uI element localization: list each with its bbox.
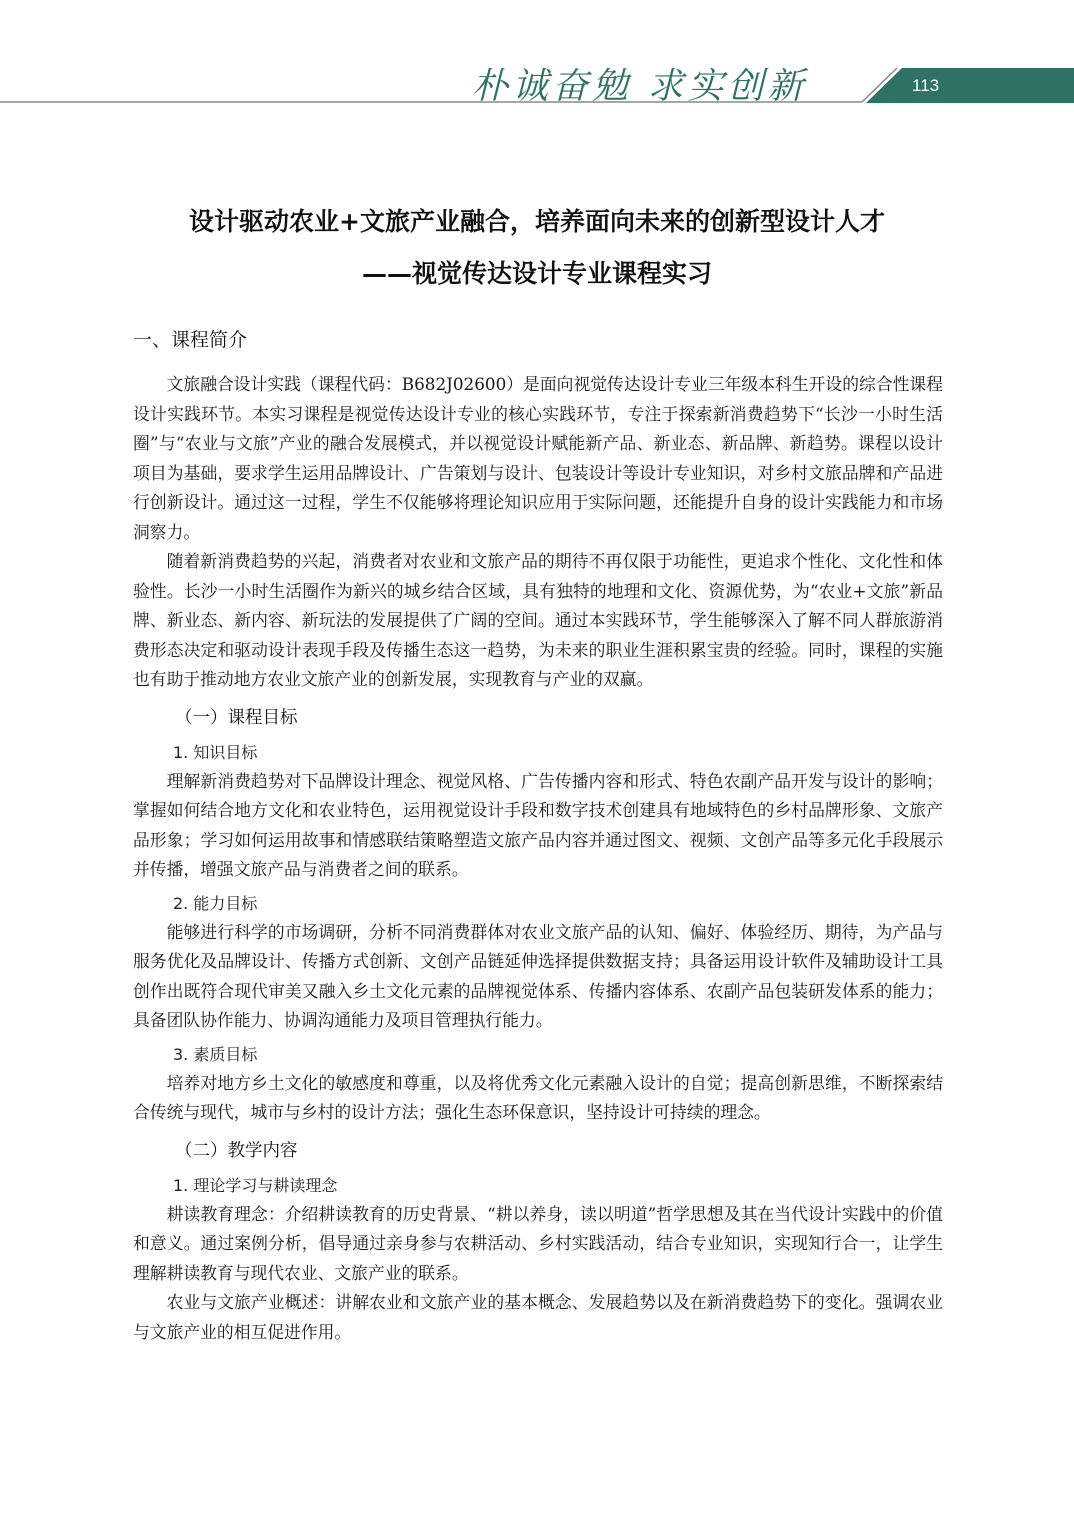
page-header bbox=[0, 0, 1074, 110]
paragraph: 农业与文旅产业概述：讲解农业和文旅产业的基本概念、发展趋势以及在新消费趋势下的变化。强调农业与文旅产业的相互促进作用。 bbox=[133, 1292, 943, 1342]
title-main: 设计驱动农业+文旅产业融合，培养面向未来的创新型设计人才 bbox=[189, 207, 885, 236]
header-motto: 朴诚奋勉 求实创新 bbox=[472, 66, 808, 107]
page-number: 113 bbox=[912, 76, 940, 95]
item-label: 1. 知识目标 bbox=[173, 742, 258, 762]
article-body bbox=[133, 326, 943, 1347]
article-title bbox=[0, 196, 1074, 300]
paragraph: 耕读教育理念：介绍耕读教育的历史背景、“耕以养身，读以明道”哲学思想及其在当代设计实践中的价值和意义。通过案例分析，倡导通过亲身参与农耕活动、乡村实践活动，结合专业知识，实现知行合一，让学生理解耕读教育与现代农业、文旅产业的联系。 bbox=[133, 1203, 943, 1283]
page-number-tab bbox=[866, 68, 1074, 103]
subsection-heading: （一）课程目标 bbox=[175, 706, 298, 727]
paragraph: 文旅融合设计实践（课程代码：B682J02600）是面向视觉传达设计专业三年级本科生开设的综合性课程设计实践环节。本实习课程是视觉传达设计专业的核心实践环节，专注于探索新消费趋势下“长沙一小时生活圈”与“农业与文旅”产业的融合发展模式，并以视觉设计赋能新产品、新业态、新品牌、新趋势。课程以设计项目为基础，要求学生运用品牌设计、广告策划与设计、包装设计等设计专业知识，对乡村文旅品牌和产品进行创新设计。通过这一过程，学生不仅能够将理论知识应用于实际问题，还能提升自身的设计实践能力和市场洞察力。 bbox=[133, 374, 943, 542]
paragraph: 能够进行科学的市场调研，分析不同消费群体对农业文旅产品的认知、偏好、体验经历、期待，为产品与服务优化及品牌设计、传播方式创新、文创产品链延伸选择提供数据支持；具备运用设计软件及辅助设计工具创作出既符合现代审美又融入乡土文化元素的品牌视觉体系、传播内容体系、农副产品包装研发体系的能力；具备团队协作能力、协调沟通能力及项目管理执行能力。 bbox=[133, 921, 943, 1030]
item-label: 1. 理论学习与耕读理念 bbox=[173, 1175, 338, 1195]
item-label: 2. 能力目标 bbox=[173, 893, 258, 913]
title-subtitle: ——视觉传达设计专业课程实习 bbox=[361, 259, 712, 288]
item-label: 3. 素质目标 bbox=[173, 1044, 258, 1064]
paragraph: 随着新消费趋势的兴起，消费者对农业和文旅产品的期待不再仅限于功能性，更追求个性化、文化性和体验性。长沙一小时生活圈作为新兴的城乡结合区域，具有独特的地理和文化、资源优势，为“农业+文旅”新品牌、新业态、新内容、新玩法的发展提供了广阔的空间。通过本实践环节，学生能够深入了解不同人群旅游消费形态决定和驱动设计表现手段及传播生态这一趋势，为未来的职业生涯积累宝贵的经验。同时，课程的实施也有助于推动地方农业文旅产业的创新发展，实现教育与产业的双赢。 bbox=[133, 551, 943, 689]
section-heading: 一、课程简介 bbox=[133, 330, 248, 351]
paragraph: 培养对地方乡土文化的敏感度和尊重，以及将优秀文化元素融入设计的自觉；提高创新思维，不断探索结合传统与现代，城市与乡村的设计方法；强化生态环保意识，坚持设计可持续的理念。 bbox=[133, 1072, 943, 1122]
paragraph: 理解新消费趋势对下品牌设计理念、视觉风格、广告传播内容和形式、特色农副产品开发与设计的影响；掌握如何结合地方文化和农业特色，运用视觉设计手段和数字技术创建具有地域特色的乡村品牌形象、文旅产品形象；学习如何运用故事和情感联结策略塑造文旅产品内容并通过图文、视频、文创产品等多元化手段展示并传播，增强文旅产品与消费者之间的联系。 bbox=[133, 770, 943, 879]
subsection-heading: （二）教学内容 bbox=[175, 1139, 298, 1160]
